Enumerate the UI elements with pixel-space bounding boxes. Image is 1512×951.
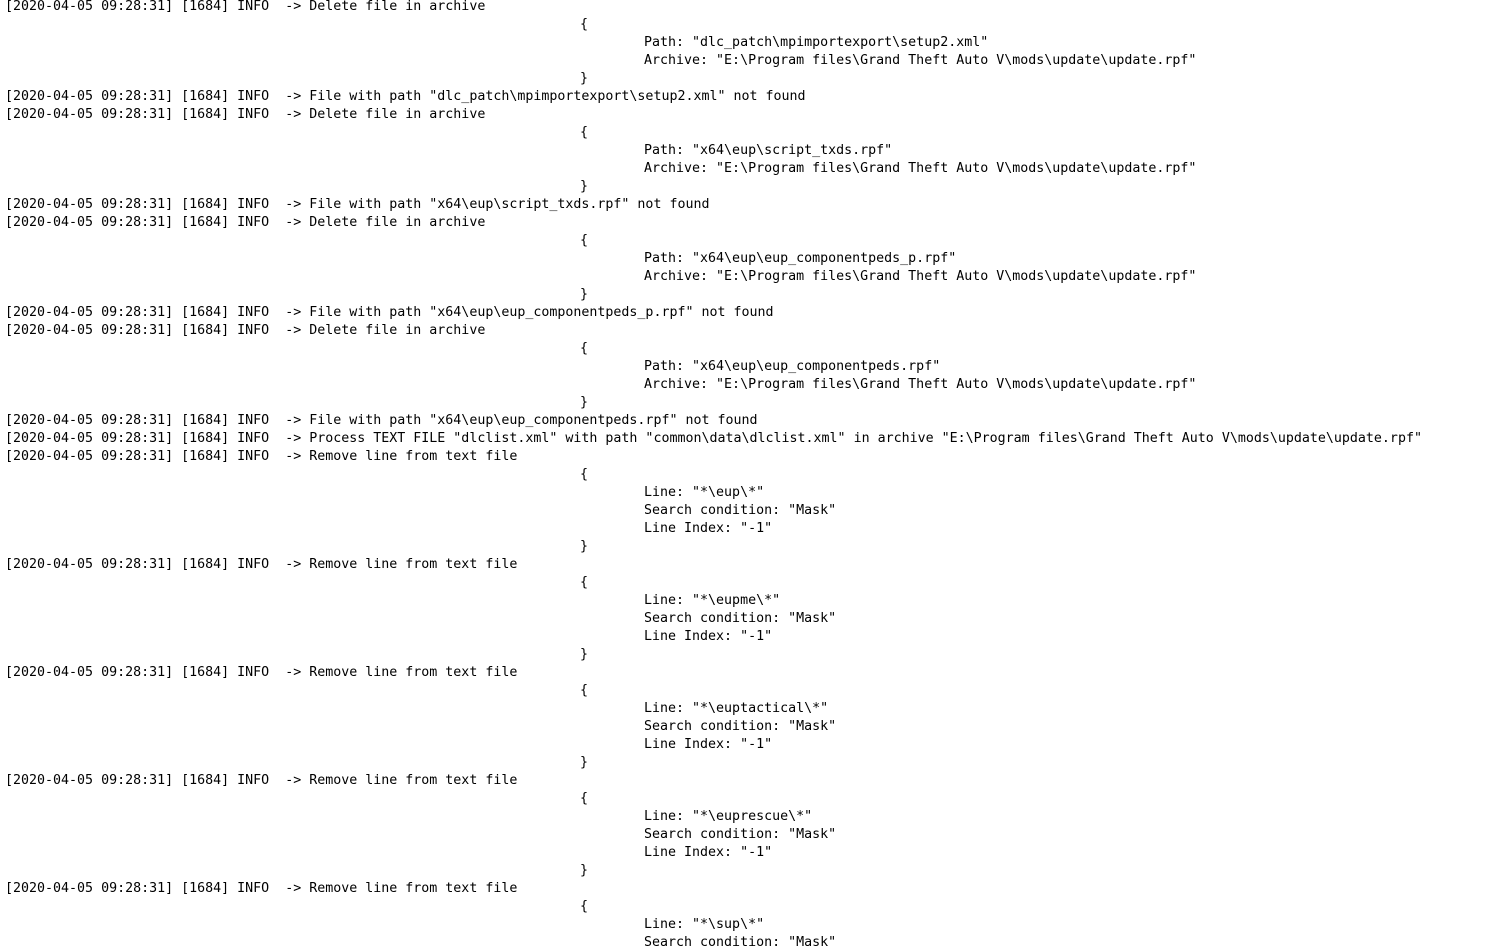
log-detail: Line: "*\euptactical\*" [644,701,829,716]
log-detail: Path: "x64\eup\eup_componentpeds_p.rpf" [644,251,957,266]
log-entry: [2020-04-05 09:28:31] [1684] INFO -> Remove line from text file [5,881,518,896]
log-detail: Archive: "E:\Program files\Grand Theft Auto V\mods\update\update.rpf" [644,269,1197,284]
log-entry: [2020-04-05 09:28:31] [1684] INFO -> File with path "x64\eup\eup_componentpeds.rpf" not found [5,413,758,428]
log-entry: [2020-04-05 09:28:31] [1684] INFO -> Delete file in archive [5,107,486,122]
log-brace: } [580,71,589,86]
log-detail: Line: "*\eup\*" [644,485,765,500]
log-detail: Line: "*\eupme\*" [644,593,781,608]
log-detail: Line Index: "-1" [644,737,773,752]
log-entry: [2020-04-05 09:28:31] [1684] INFO -> File with path "dlc_patch\mpimportexport\setup2.xml" not found [5,89,806,104]
log-brace: } [580,179,589,194]
log-brace: } [580,863,589,878]
log-entry: [2020-04-05 09:28:31] [1684] INFO -> Remove line from text file [5,449,518,464]
log-entry: [2020-04-05 09:28:31] [1684] INFO -> Delete file in archive [5,323,486,338]
log-detail: Search condition: "Mask" [644,719,837,734]
log-entry: [2020-04-05 09:28:31] [1684] INFO -> Remove line from text file [5,557,518,572]
log-brace: { [580,125,589,140]
log-detail: Search condition: "Mask" [644,935,837,950]
log-brace: } [580,755,589,770]
log-detail: Line: "*\euprescue\*" [644,809,813,824]
log-brace: { [580,17,589,32]
log-entry: [2020-04-05 09:28:31] [1684] INFO -> Remove line from text file [5,773,518,788]
log-detail: Line Index: "-1" [644,845,773,860]
log-detail: Line Index: "-1" [644,629,773,644]
log-detail: Line: "*\sup\*" [644,917,765,932]
log-entry: [2020-04-05 09:28:31] [1684] INFO -> Remove line from text file [5,665,518,680]
log-entry: [2020-04-05 09:28:31] [1684] INFO -> Delete file in archive [5,0,486,14]
log-brace: } [580,287,589,302]
log-detail: Archive: "E:\Program files\Grand Theft Auto V\mods\update\update.rpf" [644,161,1197,176]
log-entry: [2020-04-05 09:28:31] [1684] INFO -> Delete file in archive [5,215,486,230]
log-detail: Path: "x64\eup\script_txds.rpf" [644,143,893,158]
log-detail: Archive: "E:\Program files\Grand Theft Auto V\mods\update\update.rpf" [644,377,1197,392]
log-brace: { [580,233,589,248]
log-entry: [2020-04-05 09:28:31] [1684] INFO -> Process TEXT FILE "dlclist.xml" with path "common\data\dlclist.xml" in archive "E:\Program files\Grand Theft Auto V\mods\update\update.rpf" [5,431,1422,446]
log-entry: [2020-04-05 09:28:31] [1684] INFO -> File with path "x64\eup\eup_componentpeds_p.rpf" not found [5,305,774,320]
log-brace: { [580,575,589,590]
log-detail: Path: "x64\eup\eup_componentpeds.rpf" [644,359,941,374]
log-detail: Line Index: "-1" [644,521,773,536]
log-entry: [2020-04-05 09:28:31] [1684] INFO -> File with path "x64\eup\script_txds.rpf" not found [5,197,710,212]
log-brace: } [580,647,589,662]
log-detail: Archive: "E:\Program files\Grand Theft Auto V\mods\update\update.rpf" [644,53,1197,68]
log-brace: { [580,467,589,482]
log-brace: } [580,539,589,554]
log-detail: Search condition: "Mask" [644,611,837,626]
log-detail: Path: "dlc_patch\mpimportexport\setup2.xml" [644,35,989,50]
log-brace: { [580,791,589,806]
log-brace: { [580,683,589,698]
log-detail: Search condition: "Mask" [644,503,837,518]
log-detail: Search condition: "Mask" [644,827,837,842]
log-brace: { [580,899,589,914]
log-brace: { [580,341,589,356]
log-brace: } [580,395,589,410]
